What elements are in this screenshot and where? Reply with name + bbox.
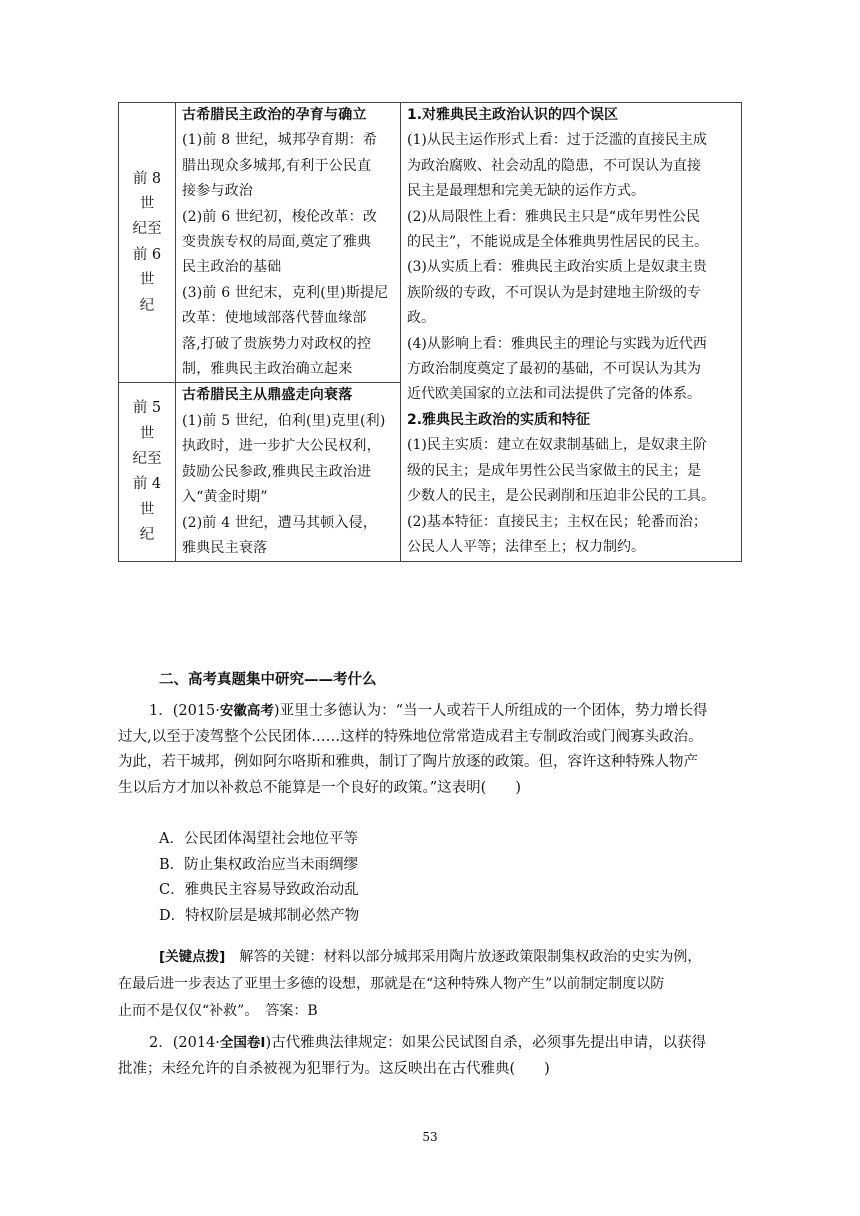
- notes-title-1: 1.对雅典民主政治认识的四个误区: [407, 107, 619, 123]
- question-1: 1．(2015·安徽高考)亚里士多德认为：“当一人或若干人所组成的一个团体，势力增长得 过大,以至于凌驾整个公民团体……这样的特殊地位常常造成君主专制政治或门阀寡头政治。 为此，若干城邦，例如阿尔咯斯和雅典，制订了陶片放逐的政策。但，容许这种特殊人物产 生以后方才加以补救总不能算是一个良好的政策。”这表明( ): [118, 703, 708, 796]
- stage-title: 古希腊民主从鼎盛走向衰落: [182, 387, 353, 404]
- stage-cell: 古希腊民主政治的孕育与确立 (1)前 8 世纪，城邦孕育期：希 腊出现众多城邦,有利于公民直 接参与政治 (2)前 6 世纪初，梭伦改革：改 变贵族专权的局面,奠定了雅典 民主政治的基础 (3)前 6 世纪末，克利(里)斯提尼 改革：使地域部落代替血缘部 落,打破了贵族势力对政权的控 制，雅典民主政治确立起来: [176, 103, 401, 383]
- summary-table: [118, 102, 742, 562]
- stage-cell: 古希腊民主从鼎盛走向衰落 (1)前 5 世纪，伯利(里)克里(利) 执政时，进一步扩大公民权利， 鼓励公民参政,雅典民主政治进 入“黄金时期” (2)前 4 世纪，遭马其顿入侵， 雅典民主衰落: [176, 383, 401, 562]
- analysis-label: [关键点拨]: [159, 949, 226, 965]
- option-c: C．雅典民主容易导致政治动乱: [159, 882, 359, 899]
- era-cell: 前 5 世 纪至 前 4 世 纪: [119, 383, 176, 562]
- question-source: 全国卷Ⅰ: [219, 1035, 266, 1051]
- question-source: 安徽高考: [219, 703, 274, 719]
- option-a: A．公民团体渴望社会地位平等: [159, 831, 358, 847]
- era-cell: 前 8 世 纪至 前 6 世 纪: [119, 103, 176, 383]
- table-row: [119, 103, 742, 383]
- option-b: B．防止集权政治应当未雨绸缪: [159, 856, 359, 873]
- option-d: D．特权阶层是城邦制必然产物: [159, 907, 360, 924]
- key-analysis: [关键点拨] 解答的关键：材料以部分城邦采用陶片放逐政策限制集权政治的史实为例， 在最后进一步表达了亚里士多德的设想，那就是在“这种特殊人物产生”以前制定制度以防 止而不是仅仅“补救”。 答案：B: [118, 949, 702, 1019]
- notes-cell: 1.对雅典民主政治认识的四个误区 (1)从民主运作形式上看：过于泛滥的直接民主成 为政治腐败、社会动乱的隐患，不可误认为直接 民主是最理想和完美无缺的运作方式。 (2)从局限性上看：雅典民主只是“成年男性公民 的民主”，不能说成是全体雅典男性居民的民主。 (3)从实质上看：雅典民主政治实质上是奴隶主贵 族阶级的专政，不可误认为是封建地主阶级的专 政。 (4)从影响上看：雅典民主的理论与实践为近代西 方政治制度奠定了最初的基础，不可误认为其为 近代欧美国家的立法和司法提供了完备的体系。 2.雅典民主政治的实质和特征 (1)民主实质：建立在奴隶制基础上，是奴隶主阶 级的民主；是成年男性公民当家做主的民主；是 少数人的民主，是公民剥削和压迫非公民的工具。 (2)基本特征：直接民主；主权在民；轮番而治； 公民人人平等；法律至上；权力制约。: [401, 103, 742, 562]
- section-heading: 二、高考真题集中研究——考什么: [159, 672, 377, 688]
- question-2: 2．(2014·全国卷Ⅰ)古代雅典法律规定：如果公民试图自杀，必须事先提出申请，以获得 批准；未经允许的自杀被视为犯罪行为。这反映出在古代雅典( ): [118, 1035, 707, 1077]
- answer-options: [159, 827, 359, 929]
- page-number: 53: [422, 1130, 438, 1144]
- stage-title: 古希腊民主政治的孕育与确立: [182, 107, 367, 123]
- notes-title-2: 2.雅典民主政治的实质和特征: [407, 411, 591, 428]
